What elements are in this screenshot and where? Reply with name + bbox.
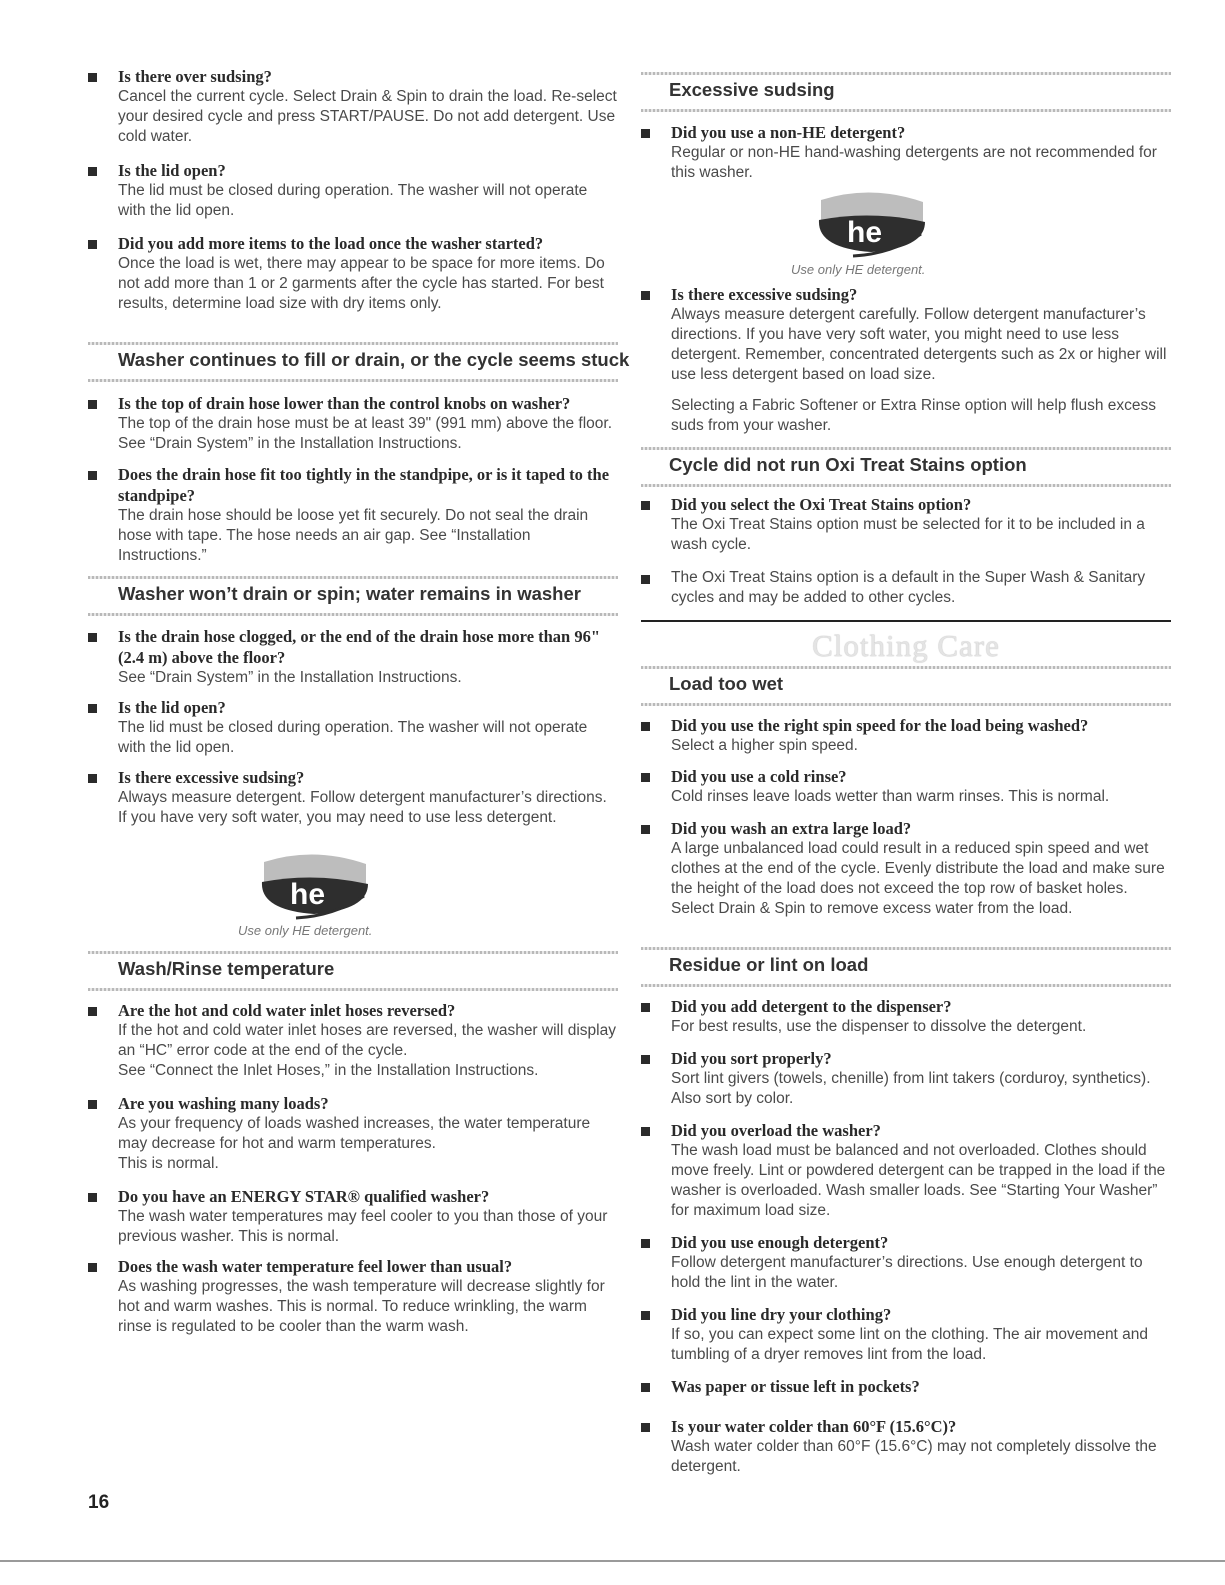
bullet-icon bbox=[641, 1055, 650, 1064]
question-title: Did you use the right spin speed for the load being washed? bbox=[671, 716, 1089, 735]
question-title: Did you overload the washer? bbox=[671, 1121, 881, 1140]
bullet-icon bbox=[641, 1127, 650, 1136]
question-cold-rinse bbox=[641, 766, 1171, 807]
question-title: Is the drain hose clogged, or the end of the drain hose more than 96" (2.4 m) above the floor? bbox=[118, 627, 601, 667]
question-lid-open bbox=[88, 160, 618, 221]
bullet-icon bbox=[641, 501, 650, 510]
section-header-oxi bbox=[641, 447, 1171, 487]
question-oxi-select bbox=[641, 494, 1171, 555]
bullet-icon bbox=[641, 291, 650, 300]
question-title: Is there excessive sudsing? bbox=[671, 285, 858, 304]
bullet-icon bbox=[641, 575, 650, 584]
question-water-colder bbox=[641, 1416, 1171, 1477]
answer-text: The wash water temperatures may feel cooler to you than those of your previous washer. This is normal. bbox=[118, 1208, 608, 1245]
question-temp-lower bbox=[88, 1256, 618, 1337]
svg-text:he: he bbox=[847, 216, 883, 249]
he-caption: Use only HE detergent. bbox=[238, 923, 373, 938]
question-line-dry bbox=[641, 1304, 1171, 1365]
section-title: Cycle did not run Oxi Treat Stains option bbox=[669, 454, 1027, 475]
answer-text-2: Selecting a Fabric Softener or Extra Rinse option will help flush excess suds from your washer. bbox=[671, 397, 1157, 434]
bottom-divider bbox=[0, 1560, 1225, 1562]
question-large-load bbox=[641, 818, 1171, 919]
question-title: Did you use a cold rinse? bbox=[671, 767, 847, 786]
answer-text-2: This is normal. bbox=[118, 1155, 219, 1172]
answer-text: The drain hose should be loose yet fit securely. Do not seal the drain hose with tape. The hose needs an air gap. See “Installation Instructions.” bbox=[118, 507, 589, 564]
question-lid-open-2 bbox=[88, 697, 618, 758]
answer-text: Cold rinses leave loads wetter than warm rinses. This is normal. bbox=[671, 788, 1110, 805]
bullet-icon bbox=[88, 167, 97, 176]
answer-text: Once the load is wet, there may appear to be space for more items. Do not add more than 1 or 2 garments after the cycle has started. For best results, determine load size with dry items only. bbox=[118, 255, 605, 312]
answer-text: Always measure detergent. Follow detergent manufacturer’s directions. If you have very soft water, you may need to use less detergent. bbox=[118, 789, 607, 826]
question-title: Is the lid open? bbox=[118, 161, 226, 180]
bullet-icon bbox=[88, 774, 97, 783]
bullet-icon bbox=[641, 129, 650, 138]
question-title: Is there excessive sudsing? bbox=[118, 768, 305, 787]
section-header-excessive bbox=[641, 72, 1171, 112]
answer-text: Sort lint givers (towels, chenille) from lint takers (corduroy, synthetics). Also sort by color. bbox=[671, 1070, 1151, 1107]
section-title: Washer won’t drain or spin; water remains in washer bbox=[118, 583, 581, 604]
answer-text: Regular or non-HE hand-washing detergents are not recommended for this washer. bbox=[671, 144, 1157, 181]
bullet-icon bbox=[88, 73, 97, 82]
answer-text: The lid must be closed during operation. The washer will not operate with the lid open. bbox=[118, 719, 588, 756]
question-title: Does the wash water temperature feel lower than usual? bbox=[118, 1257, 513, 1276]
section-title: Wash/Rinse temperature bbox=[118, 958, 335, 979]
question-title: Did you add more items to the load once the washer started? bbox=[118, 234, 544, 253]
bullet-icon bbox=[641, 722, 650, 731]
section-title: Load too wet bbox=[669, 673, 784, 694]
answer-text: Select a higher spin speed. bbox=[671, 737, 858, 754]
question-drain-clogged bbox=[88, 626, 618, 688]
answer-text: The Oxi Treat Stains option is a default in the Super Wash & Sanitary cycles and may be added to other cycles. bbox=[671, 569, 1146, 606]
section-header-wont-drain bbox=[88, 576, 618, 616]
answer-text: See “Drain System” in the Installation Instructions. bbox=[118, 669, 462, 686]
answer-text: A large unbalanced load could result in a reduced spin speed and wet clothes at the end of the cycle. Evenly distribute the load and make sure the height of the load does not exceed the top row of basket holes. Select Drain & Spin to remove excess water from the load. bbox=[671, 840, 1165, 917]
question-paper-tissue bbox=[641, 1376, 1171, 1397]
bullet-icon bbox=[641, 1383, 650, 1392]
question-over-sudsing bbox=[88, 66, 618, 147]
answer-text: Cancel the current cycle. Select Drain & Spin to drain the load. Re-select your desired cycle and press START/PAUSE. Do not add detergent. Use cold water. bbox=[118, 88, 617, 145]
question-title: Did you select the Oxi Treat Stains option? bbox=[671, 495, 972, 514]
section-title: Residue or lint on load bbox=[669, 954, 869, 975]
bullet-icon bbox=[88, 400, 97, 409]
bullet-icon bbox=[88, 1263, 97, 1272]
question-sort bbox=[641, 1048, 1171, 1109]
clothing-care-banner bbox=[641, 620, 1171, 664]
bullet-icon bbox=[88, 704, 97, 713]
question-title: Is your water colder than 60°F (15.6°C)? bbox=[671, 1417, 957, 1436]
he-caption: Use only HE detergent. bbox=[791, 262, 926, 277]
answer-text: The lid must be closed during operation. The washer will not operate with the lid open. bbox=[118, 182, 588, 219]
bullet-icon bbox=[641, 825, 650, 834]
answer-text: As your frequency of loads washed increases, the water temperature may decrease for hot and warm temperatures. bbox=[118, 1115, 591, 1152]
page-number: 16 bbox=[88, 1492, 110, 1513]
bullet-icon bbox=[88, 471, 97, 480]
question-title: Is the lid open? bbox=[118, 698, 226, 717]
bullet-icon bbox=[88, 633, 97, 642]
note-oxi-default bbox=[641, 568, 1171, 608]
question-non-he bbox=[641, 122, 1171, 183]
question-title: Is there over sudsing? bbox=[118, 67, 272, 86]
bullet-icon bbox=[641, 1239, 650, 1248]
question-add-items bbox=[88, 233, 618, 314]
question-enough-detergent bbox=[641, 1232, 1171, 1293]
question-many-loads bbox=[88, 1093, 618, 1174]
question-energy-star bbox=[88, 1186, 618, 1247]
question-title: Was paper or tissue left in pockets? bbox=[671, 1377, 920, 1396]
bullet-icon bbox=[88, 240, 97, 249]
question-overload bbox=[641, 1120, 1171, 1221]
answer-text: The top of the drain hose must be at least 39" (991 mm) above the floor. See “Drain System” in the Installation Instructions. bbox=[118, 415, 613, 452]
question-title: Did you line dry your clothing? bbox=[671, 1305, 892, 1324]
section-header-temperature bbox=[88, 951, 618, 991]
question-title: Did you sort properly? bbox=[671, 1049, 832, 1068]
question-excessive-sudsing-2 bbox=[641, 284, 1171, 436]
question-dispenser bbox=[641, 996, 1171, 1037]
bullet-icon bbox=[88, 1100, 97, 1109]
answer-text: The Oxi Treat Stains option must be selected for it to be included in a wash cycle. bbox=[671, 516, 1145, 553]
question-title: Are you washing many loads? bbox=[118, 1094, 329, 1113]
answer-text-2: See “Connect the Inlet Hoses,” in the Installation Instructions. bbox=[118, 1062, 539, 1079]
question-title: Did you use a non-HE detergent? bbox=[671, 123, 906, 142]
question-title: Did you use enough detergent? bbox=[671, 1233, 889, 1252]
section-header-too-wet bbox=[641, 666, 1171, 706]
bullet-icon bbox=[641, 1003, 650, 1012]
question-title: Is the top of drain hose lower than the control knobs on washer? bbox=[118, 394, 571, 413]
svg-text:he: he bbox=[290, 878, 326, 911]
answer-text: As washing progresses, the wash temperature will decrease slightly for hot and warm washes. This is normal. To reduce wrinkling, the warm rinse is regulated to be cooler than the warm wash. bbox=[118, 1278, 605, 1335]
he-logo-icon bbox=[256, 852, 372, 922]
question-title: Does the drain hose fit too tightly in the standpipe, or is it taped to the standpipe? bbox=[118, 465, 610, 505]
answer-text: If the hot and cold water inlet hoses are reversed, the washer will display an “HC” error code at the end of the cycle. bbox=[118, 1022, 616, 1059]
question-title: Did you add detergent to the dispenser? bbox=[671, 997, 952, 1016]
question-drain-hose-lower bbox=[88, 393, 618, 454]
question-spin-speed bbox=[641, 715, 1171, 756]
he-logo-icon bbox=[813, 190, 929, 260]
bullet-icon bbox=[641, 1311, 650, 1320]
answer-text: For best results, use the dispenser to dissolve the detergent. bbox=[671, 1018, 1087, 1035]
question-drain-hose-tight bbox=[88, 464, 618, 566]
question-excessive-sudsing bbox=[88, 767, 618, 828]
section-header-fill-drain bbox=[88, 342, 630, 382]
section-title: Washer continues to fill or drain, or the cycle seems stuck bbox=[118, 349, 630, 370]
answer-text: If so, you can expect some lint on the clothing. The air movement and tumbling of a dryer removes lint from the load. bbox=[671, 1326, 1149, 1363]
question-title: Do you have an ENERGY STAR® qualified washer? bbox=[118, 1187, 490, 1206]
question-title: Did you wash an extra large load? bbox=[671, 819, 912, 838]
bullet-icon bbox=[88, 1007, 97, 1016]
question-title: Are the hot and cold water inlet hoses reversed? bbox=[118, 1001, 456, 1020]
section-header-residue bbox=[641, 947, 1171, 987]
bullet-icon bbox=[88, 1193, 97, 1202]
answer-text: The wash load must be balanced and not overloaded. Clothes should move freely. Lint or powdered detergent can be trapped in the load if the washer is overloaded. Wash smaller loads. See “Starting Your Washer” for maximum load size. bbox=[671, 1142, 1166, 1219]
answer-text: Wash water colder than 60°F (15.6°C) may not completely dissolve the detergent. bbox=[671, 1438, 1157, 1475]
answer-text: Always measure detergent carefully. Follow detergent manufacturer’s directions. If you have very soft water, you might need to use less detergent. Remember, concentrated detergents such as 2x or higher will use less detergent based on load size. bbox=[671, 306, 1167, 383]
question-hoses-reversed bbox=[88, 1000, 618, 1081]
banner-title: Clothing Care bbox=[812, 628, 1000, 663]
answer-text: Follow detergent manufacturer’s directions. Use enough detergent to hold the lint in the water. bbox=[671, 1254, 1143, 1291]
bullet-icon bbox=[641, 1423, 650, 1432]
section-title: Excessive sudsing bbox=[669, 79, 835, 100]
bullet-icon bbox=[641, 773, 650, 782]
